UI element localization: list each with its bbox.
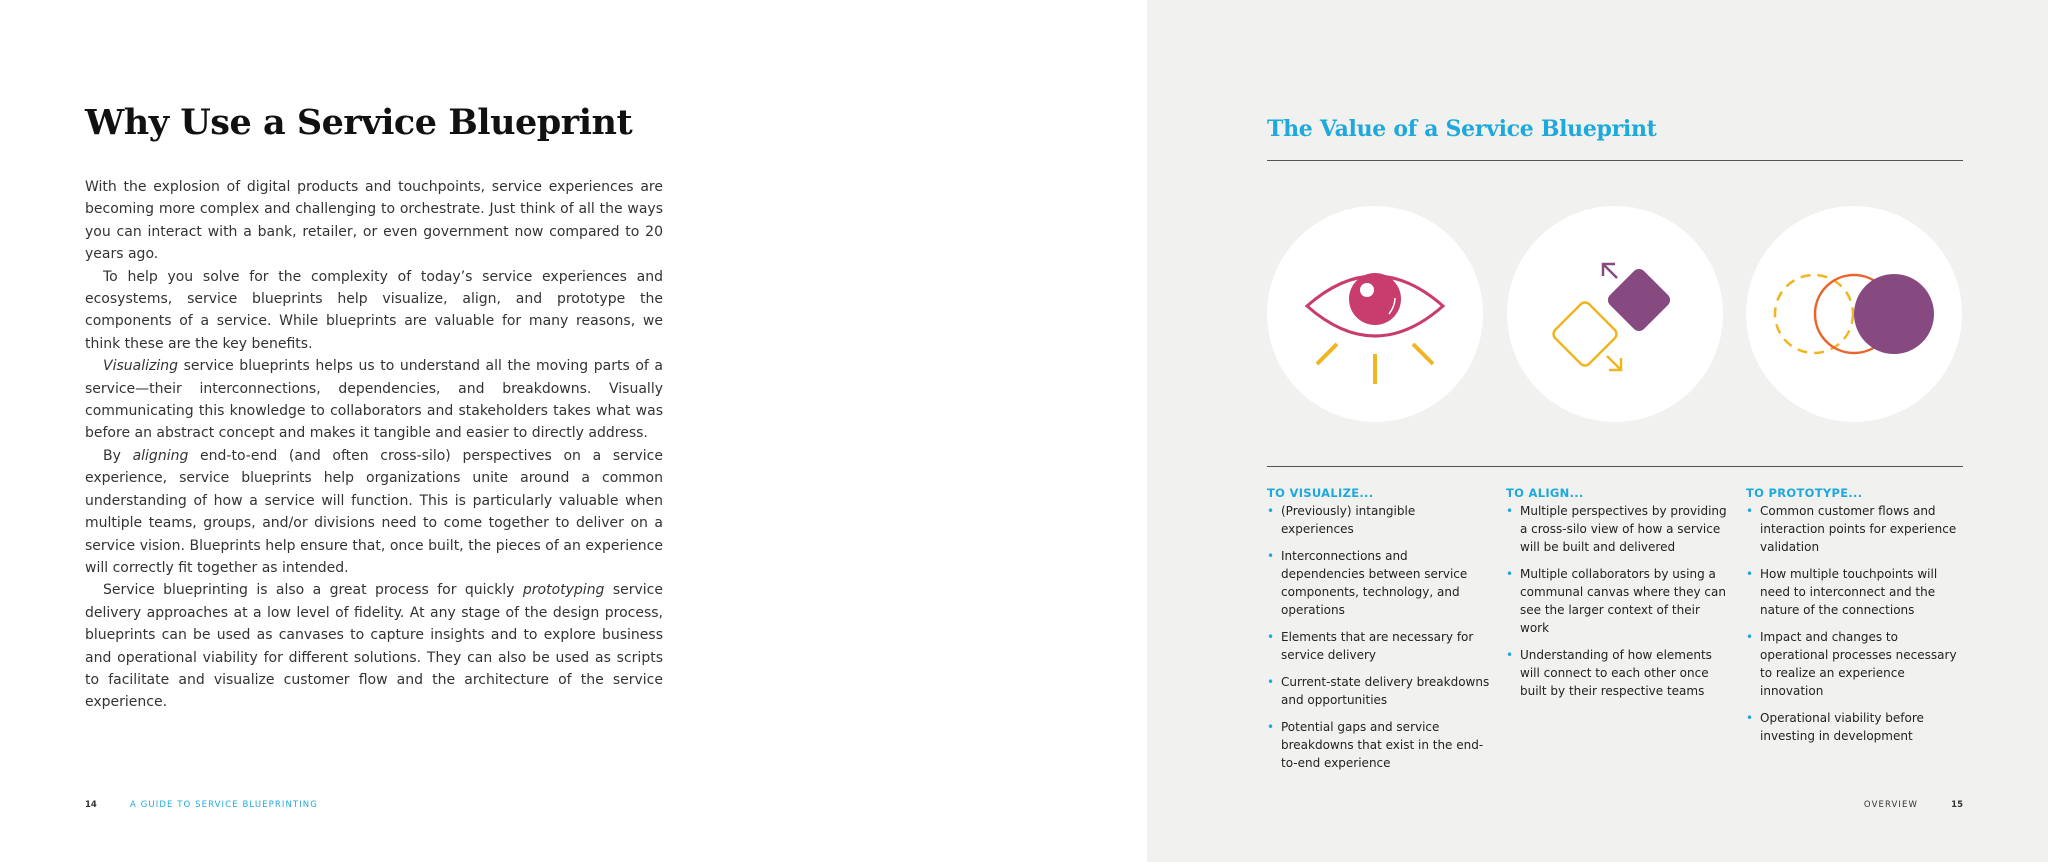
prototype-circles-icon (1746, 206, 1962, 422)
align-list (1506, 502, 1730, 700)
emphasis-text: aligning (132, 447, 189, 464)
top-divider (1267, 160, 1963, 161)
list-item: • Interconnections and dependencies between service components, technology, and operations (1267, 547, 1491, 619)
prototype-column (1746, 486, 1970, 754)
list-item: • Potential gaps and service breakdowns that exist in the end-to-end experience (1267, 718, 1491, 772)
emphasis-text: prototyping (522, 582, 605, 599)
list-item: • Operational viability before investing in development (1746, 709, 1970, 745)
prototype-list (1746, 502, 1970, 745)
list-item: • Multiple perspectives by providing a cross-silo view of how a service will be built and delivered (1506, 502, 1730, 556)
visualize-heading: TO VISUALIZE... (1267, 486, 1374, 500)
visualize-list (1267, 502, 1491, 772)
align-diamonds-icon (1507, 206, 1723, 422)
right-page (1147, 0, 2048, 862)
emphasis-text: Visualizing (103, 358, 178, 375)
middle-divider (1267, 466, 1963, 467)
prototype-illustration (1746, 206, 1962, 422)
page-number-right: 15 (1951, 800, 1963, 810)
list-item: • Multiple collaborators by using a communal canvas where they can see the larger context of their work (1506, 565, 1730, 637)
eye-icon (1267, 206, 1483, 422)
paragraph-text: Service blueprinting is also a great process for quickly (103, 582, 523, 599)
align-illustration (1507, 206, 1723, 422)
body-paragraph (85, 176, 663, 266)
list-item: • How multiple touchpoints will need to interconnect and the nature of the connections (1746, 565, 1970, 619)
list-item: • Impact and changes to operational processes necessary to realize an experience innovation (1746, 628, 1970, 700)
page-title: Why Use a Service Blueprint (85, 102, 633, 143)
paragraph-text: To help you solve for the complexity of today’s service experiences and ecosystems, service blueprints help visualize, align, and prototype the components of a service. While blueprints are valuable for many reasons, we think these are the key benefits. (85, 268, 663, 352)
list-item: • Current-state delivery breakdowns and opportunities (1267, 673, 1491, 709)
visualize-column (1267, 486, 1491, 781)
visualize-illustration (1267, 206, 1483, 422)
body-paragraph (85, 579, 663, 713)
list-item: • Common customer flows and interaction points for experience validation (1746, 502, 1970, 556)
body-paragraph (85, 445, 663, 579)
section-label: OVERVIEW (1863, 800, 1918, 810)
guide-title: A GUIDE TO SERVICE BLUEPRINTING (130, 800, 318, 810)
value-title: The Value of a Service Blueprint (1267, 116, 1657, 142)
paragraph-text: By (103, 447, 133, 464)
paragraph-text: With the explosion of digital products and touchpoints, service experiences are becoming more complex and challenging to orchestrate. Just think of all the ways you can interact with a bank, retailer, or even government now compared to 20 years ago. (85, 179, 663, 263)
body-paragraph (85, 355, 663, 445)
list-item: • (Previously) intangible experiences (1267, 502, 1491, 538)
paragraph-text: end-to-end (and often cross-silo) perspectives on a service experience, service blueprints help organizations unite around a common understanding of how a service will function. This is particularly valuable when multiple teams, groups, and/or divisions need to come together to deliver on a service vision. Blueprints help ensure that, once built, the pieces of an experience will correctly fit together as intended. (85, 447, 663, 576)
list-item: • Understanding of how elements will connect to each other once built by their respective teams (1506, 646, 1730, 700)
align-heading: TO ALIGN... (1506, 486, 1584, 500)
body-text (85, 176, 663, 714)
paragraph-text: service blueprints helps us to understand all the moving parts of a service—their interconnections, dependencies, and breakdowns. Visually communicating this knowledge to collaborators and stakeholders takes what was before an abstract concept and makes it tangible and easier to directly address. (85, 358, 663, 442)
list-item: • Elements that are necessary for service delivery (1267, 628, 1491, 664)
body-paragraph (85, 266, 663, 356)
align-column (1506, 486, 1730, 709)
paragraph-text: service delivery approaches at a low level of fidelity. At any stage of the design process, blueprints can be used as canvases to capture insights and to explore business and operational viability for different solutions. They can also be used as scripts to facilitate and visualize customer flow and the architecture of the service experience. (85, 582, 663, 711)
prototype-heading: TO PROTOTYPE... (1746, 486, 1863, 500)
page-number-left: 14 (85, 800, 97, 810)
